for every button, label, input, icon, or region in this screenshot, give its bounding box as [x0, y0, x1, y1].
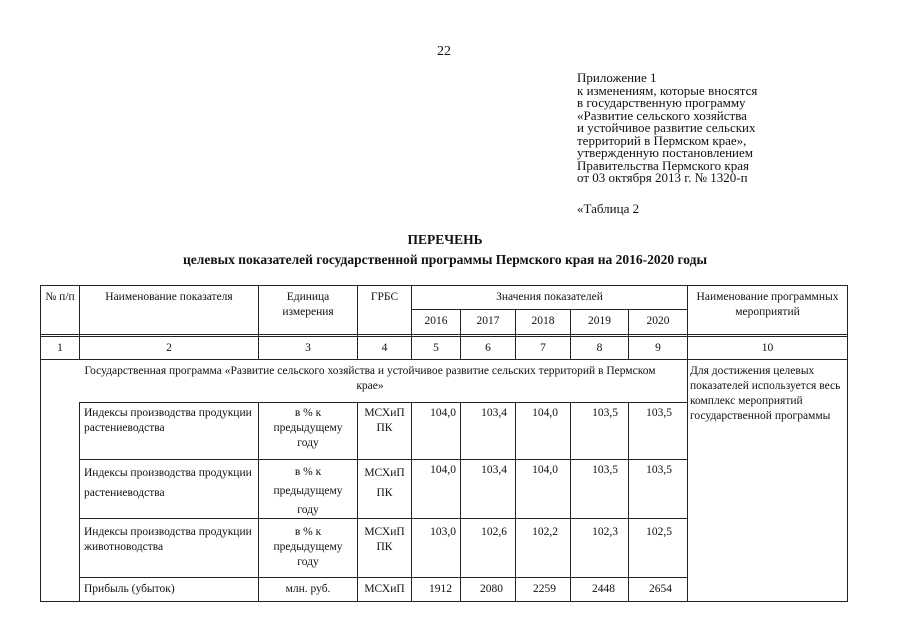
header-values: Значения показателей: [496, 291, 603, 303]
appendix-line: и устойчивое развитие сельских: [577, 120, 756, 135]
header-activities: Наименование программных мероприятий: [696, 291, 839, 318]
column-number: 6: [485, 342, 491, 354]
appendix-line: утвержденную постановлением: [577, 145, 754, 160]
page-number: 22: [437, 44, 451, 59]
value-cell: 102,3: [592, 526, 618, 538]
appendix-line: от 03 октября 2013 г. № 1320-п: [577, 170, 748, 185]
indicator-unit: в % к предыдущему году: [273, 526, 343, 568]
header-year: 2018: [531, 315, 555, 327]
appendix-line: «Развитие сельского хозяйства: [577, 107, 747, 123]
column-number: 4: [381, 342, 388, 354]
indicator-grbs: МСХиП ПК: [364, 407, 405, 434]
value-cell: 103,5: [592, 407, 618, 419]
header-year: 2020: [646, 315, 670, 327]
column-number: 10: [761, 342, 774, 354]
appendix-line: территорий в Пермском крае»,: [577, 132, 747, 148]
indicator-name: Индексы производства продукции растениеводства: [84, 407, 252, 434]
value-cell: 103,5: [646, 464, 672, 476]
appendix-line: Правительства Пермского края: [577, 157, 749, 173]
indicator-grbs: МСХиП: [364, 583, 405, 595]
header-grbs: ГРБС: [370, 291, 399, 303]
indicator-grbs: МСХиП ПК: [364, 467, 405, 499]
column-number: 2: [166, 342, 172, 354]
value-cell: 104,0: [532, 407, 558, 419]
indicator-name: Прибыль (убыток): [84, 583, 175, 595]
header-year: 2019: [588, 315, 611, 327]
value-cell: 103,5: [592, 464, 618, 476]
value-cell: 103,4: [481, 464, 507, 476]
value-cell: 2259: [533, 583, 556, 595]
value-cell: 102,5: [646, 526, 672, 538]
document-subtitle: целевых показателей государственной программы Пермского края на 2016-2020 годы: [182, 252, 708, 267]
value-cell: 2448: [592, 583, 615, 595]
indicator-unit: в % к предыдущему году: [273, 407, 343, 449]
program-row: Государственная программа «Развитие сельского хозяйства и устойчивое развитие сельских территорий в Пермском крае»: [84, 365, 656, 392]
document-title: ПЕРЕЧЕНЬ: [407, 232, 483, 247]
value-cell: 104,0: [532, 464, 558, 476]
value-cell: 104,0: [430, 464, 456, 476]
appendix-block: [577, 72, 877, 185]
appendix-line: Приложение 1: [577, 70, 657, 85]
appendix-line: к изменениям, которые вносятся: [577, 82, 758, 98]
value-cell: 1912: [429, 583, 452, 595]
header-num: № п/п: [45, 291, 75, 303]
indicator-name: Индексы производства продукции растениеводства: [84, 467, 252, 499]
value-cell: 103,5: [646, 407, 672, 419]
value-cell: 104,0: [430, 407, 456, 419]
appendix-line: в государственную программу: [577, 95, 746, 110]
header-unit: Единица измерения: [282, 291, 334, 318]
activities-note: Для достижения целевых показателей используется весь комплекс мероприятий государственной программы: [690, 365, 841, 422]
value-cell: 103,4: [481, 407, 507, 419]
column-number: 5: [433, 342, 439, 354]
value-cell: 102,2: [532, 526, 558, 538]
header-year: 2016: [424, 315, 448, 327]
value-cell: 103,0: [430, 526, 456, 538]
column-number: 3: [305, 342, 311, 354]
column-number: 1: [57, 342, 63, 354]
table-reference: «Таблица 2: [577, 201, 640, 216]
indicator-name: Индексы производства продукции животноводства: [84, 526, 252, 553]
value-cell: 2080: [480, 583, 503, 595]
header-name: Наименование показателя: [105, 291, 233, 303]
value-cell: 2654: [649, 583, 672, 595]
column-number: 9: [655, 342, 661, 354]
column-number: 8: [596, 342, 603, 354]
indicator-unit: млн. руб.: [285, 583, 331, 595]
indicator-unit: в % к предыдущему году: [273, 466, 343, 516]
column-number: 7: [540, 342, 546, 354]
header-year: 2017: [476, 315, 500, 327]
value-cell: 102,6: [481, 526, 507, 538]
indicator-grbs: МСХиП ПК: [364, 526, 405, 553]
